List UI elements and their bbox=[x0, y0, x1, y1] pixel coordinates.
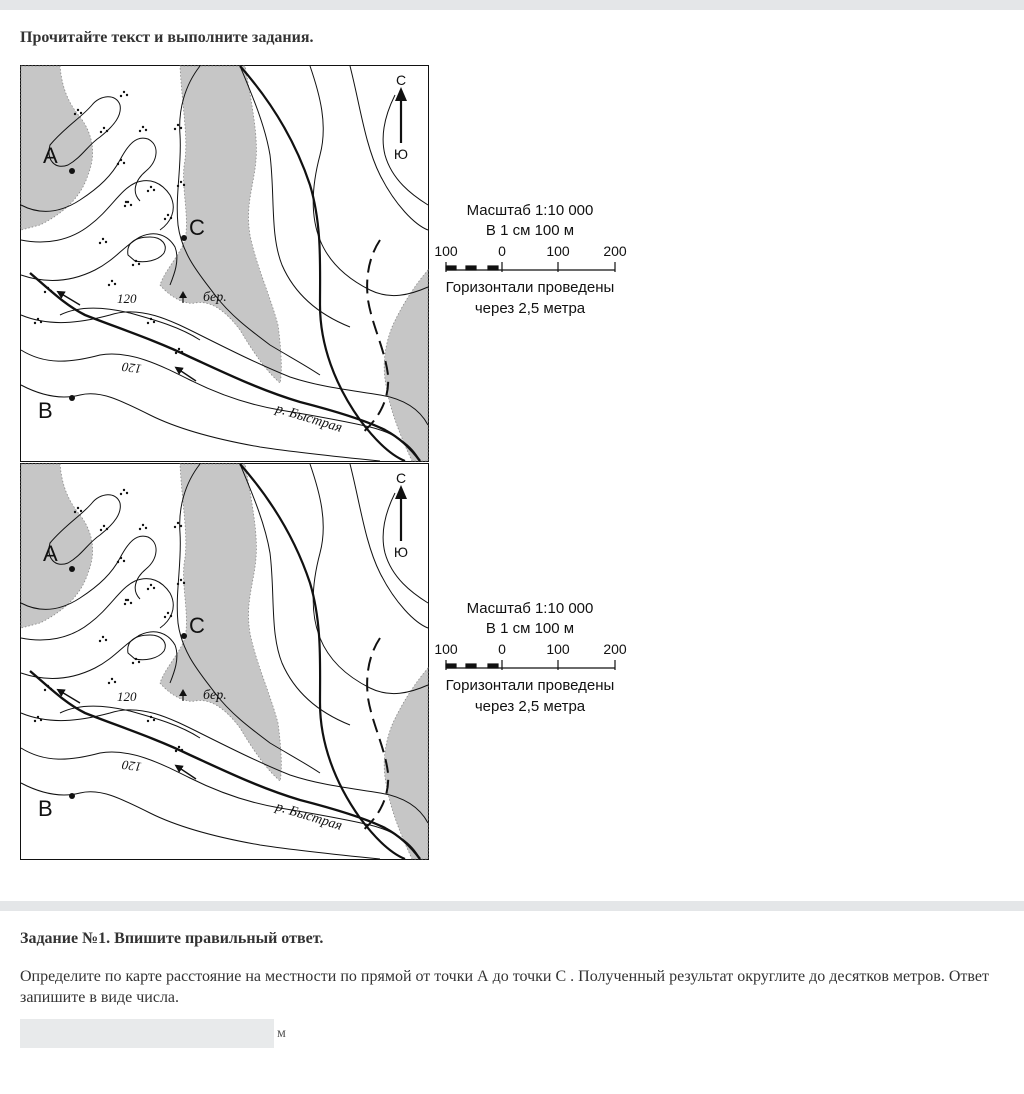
point-c-marker bbox=[181, 235, 187, 241]
compass-north-label: С bbox=[395, 72, 407, 88]
point-a-label: А bbox=[43, 541, 58, 566]
section-divider bbox=[0, 901, 1024, 911]
point-a-marker bbox=[69, 168, 75, 174]
scale-tick-label: 100 bbox=[546, 641, 570, 657]
scale-per-cm: В 1 см 100 м bbox=[485, 620, 575, 637]
scale-tick-label: 0 bbox=[498, 641, 506, 657]
page-title: Прочитайте текст и выполните задания. bbox=[20, 29, 314, 46]
point-a-marker bbox=[69, 566, 75, 572]
contour-label: 120 bbox=[117, 689, 137, 704]
scale-per-cm: В 1 см 100 м bbox=[485, 222, 575, 239]
topographic-map-2 bbox=[20, 463, 640, 861]
task-text: Определите по карте расстояние на местности по прямой от точки А до точки С . Полученный результат округлите до десятков метров. Ответ запишите в виде числа. bbox=[20, 968, 989, 1006]
scale-legend bbox=[434, 600, 627, 715]
contour-note-line1: Горизонтали проведены bbox=[445, 677, 615, 694]
contour-label-rotated: 120 bbox=[121, 757, 143, 775]
scale-legend bbox=[434, 202, 627, 317]
contour-note-line2: через 2,5 метра bbox=[474, 698, 586, 715]
scale-tick-label: 100 bbox=[434, 641, 458, 657]
contour-label: 120 bbox=[117, 291, 137, 306]
point-b-marker bbox=[69, 793, 75, 799]
answer-unit: м bbox=[277, 1026, 286, 1041]
scale-bar bbox=[446, 660, 615, 670]
point-c-label: С bbox=[189, 613, 205, 638]
scale-bar bbox=[446, 262, 615, 272]
forest-label: бер. bbox=[203, 290, 227, 305]
scale-tick-label: 200 bbox=[603, 641, 627, 657]
compass-south-label: Ю bbox=[393, 544, 409, 560]
compass-north-label: С bbox=[395, 470, 407, 486]
forest-label: бер. bbox=[203, 688, 227, 703]
contour-label-rotated: 120 bbox=[121, 359, 143, 377]
scale-title: Масштаб 1:10 000 bbox=[466, 600, 594, 617]
point-a-label: А bbox=[43, 143, 58, 168]
point-c-label: С bbox=[189, 215, 205, 240]
contour-note-line1: Горизонтали проведены bbox=[445, 279, 615, 296]
scale-tick-label: 0 bbox=[498, 243, 506, 259]
scale-tick-label: 100 bbox=[434, 243, 458, 259]
river-label: р. Быстрая bbox=[273, 799, 344, 834]
scale-title: Масштаб 1:10 000 bbox=[466, 202, 594, 219]
contour-note-line2: через 2,5 метра bbox=[474, 300, 586, 317]
task-title: Задание №1. Впишите правильный ответ. bbox=[20, 930, 324, 947]
point-c-marker bbox=[181, 633, 187, 639]
point-b-label: В bbox=[38, 398, 53, 423]
top-bar bbox=[0, 0, 1024, 10]
scale-tick-label: 100 bbox=[546, 243, 570, 259]
river-label: р. Быстрая bbox=[273, 401, 344, 436]
scale-tick-label: 200 bbox=[603, 243, 627, 259]
compass-south-label: Ю bbox=[393, 146, 409, 162]
point-b-label: В bbox=[38, 796, 53, 821]
answer-input[interactable] bbox=[20, 1019, 274, 1048]
point-b-marker bbox=[69, 395, 75, 401]
topographic-map-1 bbox=[20, 65, 640, 463]
